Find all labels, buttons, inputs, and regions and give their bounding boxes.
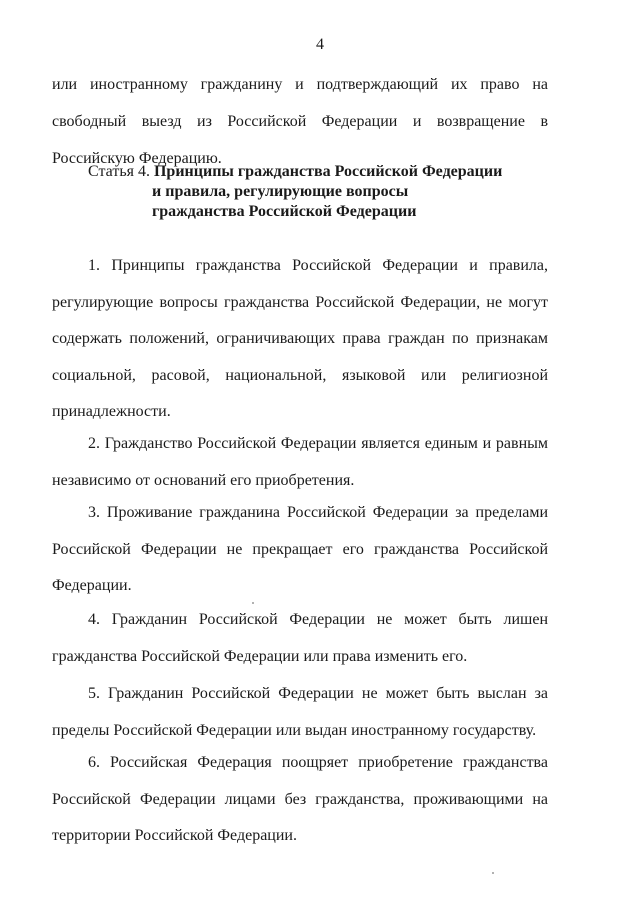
scan-speck [252,602,254,604]
article-paragraph-1: 1. Принципы гражданства Российской Федерации и правила, регулирующие вопросы гражданства Российской Федерации, не могут содержать положений, ограничивающих права граждан по признакам социальной, расовой, национальной, языковой или религиозной принадлежности. [52,257,548,420]
article-paragraph-4: 4. Гражданин Российской Федерации не может быть лишен гражданства Российской Федерации или права изменить его. [52,611,548,665]
article-paragraph-6: 6. Российская Федерация поощряет приобретение гражданства Российской Федерации лицами без гражданства, проживающими на территории Российской Федерации. [52,754,548,844]
article-title-line-3: гражданства Российской Федерации [152,203,417,220]
article-paragraph-2: 2. Гражданство Российской Федерации является единым и равным независимо от оснований его приобретения. [52,435,548,489]
intro-paragraph: или иностранному гражданину и подтверждающий их право на свободный выезд из Российской Федерации и возвращение в Российскую Федерацию. [52,76,548,167]
article-title-line-2: и правила, регулирующие вопросы [152,183,409,200]
article-paragraph-5: 5. Гражданин Российской Федерации не может быть выслан за пределы Российской Федерации или выдан иностранному государству. [52,685,548,739]
article-paragraph-3: 3. Проживание гражданина Российской Федерации за пределами Российской Федерации не прекращает его гражданства Российской Федерации. [52,504,548,594]
article-label: Статья 4. [88,163,150,180]
article-heading-line-1 [88,162,558,182]
article-heading [88,162,558,222]
scan-speck [492,872,494,874]
article-title-line-1: Принципы гражданства Российской Федерации [153,163,503,180]
page-number: 4 [316,36,324,53]
